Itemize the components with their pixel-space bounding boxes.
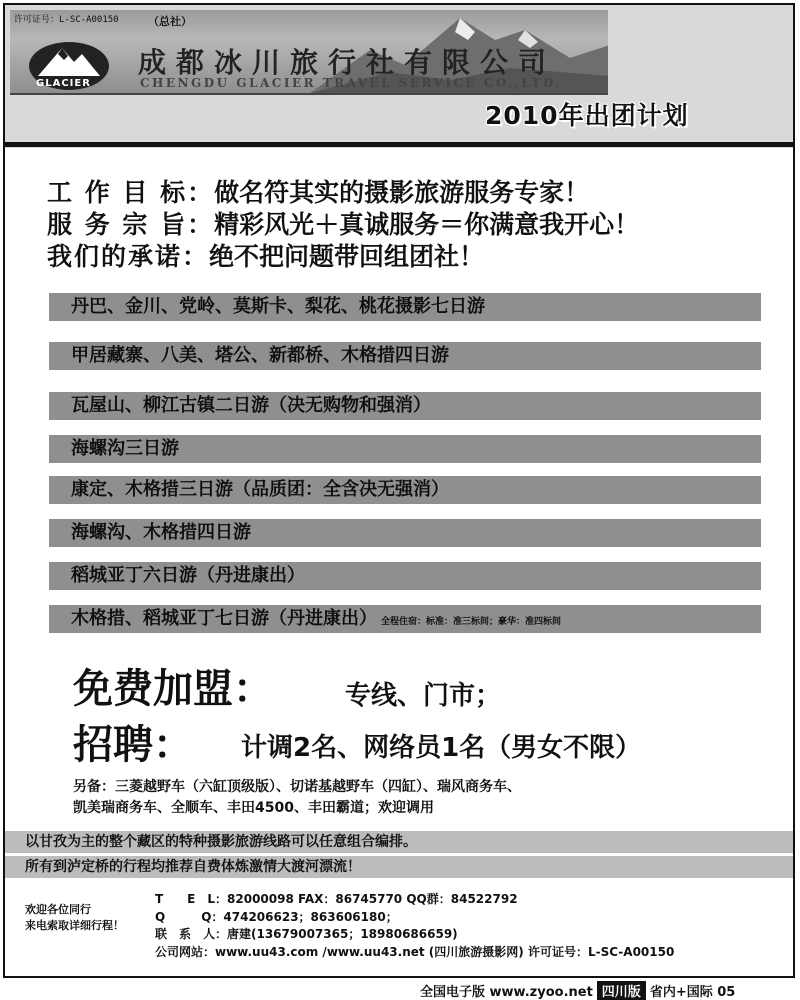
- motto-goal: [47, 173, 589, 209]
- recruit-title: 招聘：: [73, 722, 193, 768]
- logo-wordmark: GLACIER: [36, 78, 91, 89]
- tour-title: 海螺沟三日游: [71, 438, 179, 459]
- page-footer: [420, 981, 735, 998]
- motto-text: 做名符其实的摄影旅游服务专家！: [214, 178, 590, 207]
- contact-tel: T E L：82000098 FAX：86745770 QQ群：84522792: [155, 892, 518, 906]
- plan-title: 2010年出团计划: [485, 101, 689, 130]
- page-frame: [3, 3, 795, 978]
- tour-lodging-note: 全程住宿：标准：准三标间；豪华：准四标间: [381, 617, 562, 627]
- tour-title: 稻城亚丁六日游（丹进康出）: [71, 565, 305, 586]
- motto-promise: [47, 237, 484, 273]
- contact-person: 联 系 人：唐建(13679007365；18980686659): [155, 927, 458, 941]
- company-name-en: CHENGDU GLACIER TRAVEL SERVICE CO.,LTD.: [140, 76, 563, 90]
- contact-website: 公司网站：www.uu43.com /www.uu43.net (四川旅游摄影网) 许可证号：L-SC-A00150: [155, 945, 675, 959]
- rafting-band: 所有到泸定桥的行程均推荐自费体炼激情大渡河漂流！: [5, 856, 793, 878]
- banner: [10, 10, 608, 95]
- tour-title: 海螺沟、木格措四日游: [71, 522, 251, 543]
- page-section: 省内+国际 05: [649, 985, 736, 1000]
- motto-label: 我们的承诺：: [47, 242, 210, 271]
- header-divider: [5, 142, 793, 147]
- welcome-line-1: 欢迎各位同行: [25, 903, 91, 916]
- tour-title: 丹巴、金川、党岭、莫斯卡、梨花、桃花摄影七日游: [71, 296, 485, 317]
- head-office-label: （总社）: [148, 15, 192, 28]
- region-tag: 四川版: [597, 981, 646, 1000]
- route-band: 以甘孜为主的整个藏区的特种摄影旅游线路可以任意组合编排。: [5, 831, 793, 853]
- vehicles-line-2: 凯美瑞商务车、全顺车、丰田4500、丰田霸道；欢迎调用: [73, 800, 434, 816]
- header: [5, 5, 793, 148]
- tour-title: 木格措、稻城亚丁七日游（丹进康出）: [71, 608, 377, 629]
- join-text: 专线、门市；: [345, 681, 502, 711]
- contact-qq: Q Q：474206623；863606180；: [155, 910, 398, 924]
- tour-item: [49, 519, 761, 547]
- edition-label: 全国电子版 www.zyoo.net: [420, 985, 593, 1000]
- tour-item: [49, 605, 761, 633]
- recruit-text: 计调2名、网络员1名（男女不限）: [241, 733, 642, 763]
- tour-item: [49, 476, 761, 504]
- tour-title: 甲居藏寨、八美、塔公、新都桥、木格措四日游: [71, 345, 449, 366]
- tour-title: 康定、木格措三日游（品质团：全含决无强消）: [71, 479, 449, 500]
- motto-label: 服 务 宗 旨：: [47, 210, 215, 239]
- tour-item: [49, 562, 761, 590]
- tour-title: 瓦屋山、柳江古镇二日游（决无购物和强消）: [71, 395, 431, 416]
- motto-text: 精彩风光＋真诚服务＝你满意我开心！: [214, 210, 640, 239]
- company-name-cn: 成都冰川旅行社有限公司: [138, 46, 557, 79]
- motto-label: 工 作 目 标：: [47, 178, 215, 207]
- motto-text: 绝不把问题带回组团社！: [209, 242, 485, 271]
- join-title: 免费加盟：: [73, 666, 273, 712]
- license-number: 许可证号：L-SC-A00150: [14, 15, 119, 25]
- vehicles-line-1: 另备：三菱越野车（六缸顶级版）、切诺基越野车（四缸）、瑞风商务车、: [73, 779, 521, 795]
- welcome-line-2: 来电索取详细行程！: [25, 919, 124, 932]
- tour-item: [49, 293, 761, 321]
- tour-item: [49, 342, 761, 370]
- tour-item: [49, 435, 761, 463]
- tour-item: [49, 392, 761, 420]
- motto-purpose: [47, 205, 639, 241]
